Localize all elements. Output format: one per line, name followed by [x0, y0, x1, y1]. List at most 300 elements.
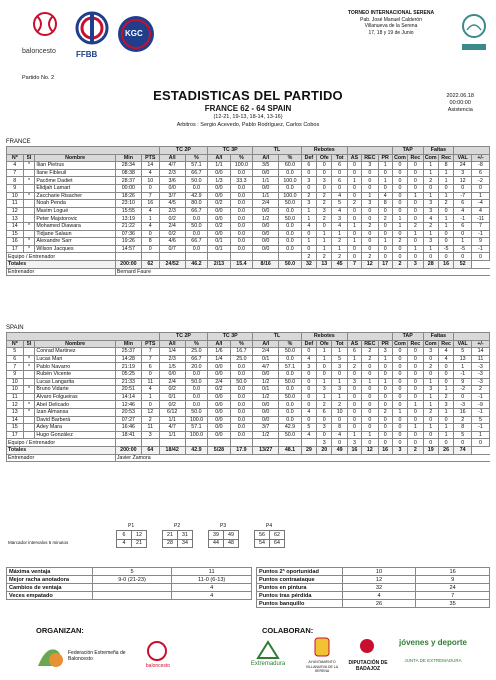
stat-cell: 14: [7, 222, 24, 230]
stat-cell: 17: [378, 260, 392, 268]
stat-cell: 3: [347, 378, 361, 386]
stat-cell: 10: [7, 192, 24, 200]
stat-cell: 6: [141, 363, 159, 371]
stat-cell: 1: [472, 431, 490, 439]
stat-cell: 3: [423, 348, 438, 356]
stat-cell: 0: [378, 169, 392, 177]
stat-cell: 0: [347, 253, 361, 261]
stat-cell: 0: [438, 439, 453, 447]
stat-cell: 57.1: [279, 363, 302, 371]
partial-cell: 21: [163, 531, 178, 540]
diputacion-logo: [358, 636, 376, 658]
stat-cell: 0: [392, 424, 407, 432]
stat-cell: 5: [332, 355, 347, 363]
stat-cell: 57.1: [185, 424, 208, 432]
stat-cell: 1/2: [253, 378, 279, 386]
stat-cell: 0: [347, 370, 361, 378]
player-name: Álvaro Folgueiras: [35, 393, 115, 401]
player-row: [7, 245, 490, 253]
stat-cell: 1: [423, 378, 438, 386]
stat-cell: 0: [408, 370, 423, 378]
stat-cell: 0: [408, 355, 423, 363]
player-name: Elidjah Lamart: [35, 184, 115, 192]
stat-cell: -1: [454, 215, 472, 223]
stat-cell: 8: [378, 200, 392, 208]
player-name: David Barberá: [35, 416, 115, 424]
stat-cell: 1: [454, 238, 472, 246]
stat-cell: [23, 184, 35, 192]
stat-cell: 8: [438, 162, 453, 170]
stat-cell: 0: [423, 370, 438, 378]
column-header: A/I: [208, 340, 230, 348]
stat-cell: 1: [332, 245, 347, 253]
stat-cell: *: [23, 162, 35, 170]
stat-cell: 0.0: [185, 230, 208, 238]
player-row: [7, 184, 490, 192]
stat-cell: 0.0: [279, 222, 302, 230]
stat-cell: 4: [141, 207, 159, 215]
column-header: %: [185, 154, 208, 162]
stat-cell: 4/7: [253, 363, 279, 371]
stat-cell: 2: [423, 408, 438, 416]
player-row: [7, 370, 490, 378]
stat-cell: 0: [408, 253, 423, 261]
column-header: %: [230, 154, 253, 162]
extremadura-logo: [256, 640, 280, 660]
stat-cell: [23, 169, 35, 177]
summary-label: Puntos tras pérdida: [257, 592, 343, 600]
partial-cell: 12: [132, 531, 147, 540]
column-header: A/I: [253, 154, 279, 162]
match-time: 00:00:00: [449, 100, 471, 106]
stat-cell: 19:26: [115, 238, 141, 246]
partial-row-france: [163, 531, 193, 540]
stat-cell: 100.0: [185, 416, 208, 424]
stat-cell: 0: [378, 363, 392, 371]
stat-cell: 21:19: [115, 363, 141, 371]
stat-cell: 2: [423, 177, 438, 185]
column-header: PTS: [141, 154, 159, 162]
column-header: 5I: [23, 340, 35, 348]
player-name: Zaccharie Risacher: [35, 192, 115, 200]
stat-cell: 0.0: [230, 215, 253, 223]
stat-cell: 12: [7, 401, 24, 409]
stat-cell: 1: [317, 245, 332, 253]
partial-header: P1: [128, 523, 135, 529]
stat-cell: 0: [438, 253, 453, 261]
stat-cell: 4: [301, 431, 316, 439]
stat-cell: -3: [472, 370, 490, 378]
stat-cell: 5: [454, 431, 472, 439]
baloncesto-logo: [32, 10, 58, 44]
stat-cell: 0: [347, 184, 361, 192]
stat-cell: 28: [423, 260, 438, 268]
stat-cell: 0: [301, 230, 316, 238]
stat-cell: 0: [392, 253, 407, 261]
team-name-spain: SPAIN: [6, 325, 24, 331]
stat-cell: 3: [301, 363, 316, 371]
column-header: Ofe: [317, 340, 332, 348]
stat-cell: 1: [438, 192, 453, 200]
stat-cell: 1: [454, 363, 472, 371]
stat-cell: 21:33: [115, 378, 141, 386]
stat-cell: 0: [378, 184, 392, 192]
stat-cell: [208, 253, 230, 261]
stat-cell: 0: [362, 370, 379, 378]
stat-cell: 2: [317, 200, 332, 208]
stat-cell: 1: [438, 431, 453, 439]
stat-cell: 6: [301, 162, 316, 170]
stat-cell: -1: [472, 424, 490, 432]
col-diputacion: DIPUTACIÓN DE BADAJOZ: [348, 660, 388, 672]
stat-cell: 25.0: [230, 355, 253, 363]
stat-cell: [23, 416, 35, 424]
stat-cell: 0: [301, 169, 316, 177]
stat-cell: 2: [378, 408, 392, 416]
stat-cell: 1: [408, 230, 423, 238]
org-feb-name: Federación Extremeña de Baloncesto: [68, 650, 126, 662]
stat-cell: 0: [472, 253, 490, 261]
column-header: A/I: [159, 154, 185, 162]
stat-cell: 2: [438, 393, 453, 401]
stat-cell: 0: [378, 253, 392, 261]
stat-cell: 0.0: [185, 215, 208, 223]
stat-cell: 0: [362, 386, 379, 394]
stat-cell: 1: [378, 355, 392, 363]
partial-header: P3: [220, 523, 227, 529]
player-row: [7, 238, 490, 246]
stat-cell: 0: [301, 401, 316, 409]
stat-cell: 0: [392, 177, 407, 185]
stat-cell: 0: [438, 416, 453, 424]
summary-value: [92, 592, 172, 600]
stat-cell: 0.0: [230, 192, 253, 200]
stat-cell: [23, 230, 35, 238]
stat-cell: 0: [392, 348, 407, 356]
stat-cell: 1: [392, 408, 407, 416]
stat-cell: 05:25: [115, 370, 141, 378]
team-row-label: Equipo / Entrenador: [7, 253, 116, 261]
player-row: [7, 348, 490, 356]
stat-cell: 3: [332, 386, 347, 394]
stat-cell: [208, 439, 230, 447]
stat-cell: 0/0: [253, 222, 279, 230]
collaborators-label: COLABORAN:: [262, 626, 314, 635]
stat-cell: 1: [362, 378, 379, 386]
stats-table-france: [6, 146, 490, 276]
stat-cell: 7: [7, 169, 24, 177]
stat-cell: 3: [378, 348, 392, 356]
stat-cell: 0: [141, 245, 159, 253]
stat-cell: 0: [362, 184, 379, 192]
coach-label: Entrenador: [7, 268, 116, 276]
stat-cell: 50.0: [279, 378, 302, 386]
summary-value: 9: [416, 576, 490, 584]
stat-cell: 11: [141, 424, 159, 432]
stat-cell: 0/0: [253, 238, 279, 246]
kgc-logo-text: KGC: [125, 29, 143, 38]
summary-value: [92, 584, 172, 592]
stat-cell: 1: [347, 222, 361, 230]
stat-cell: 4: [378, 192, 392, 200]
stat-cell: 33.3: [230, 177, 253, 185]
stat-cell: [230, 253, 253, 261]
partial-row-spain: [255, 539, 285, 548]
column-header: Com: [424, 340, 437, 347]
stat-cell: 14:57: [115, 245, 141, 253]
stat-cell: 0: [378, 401, 392, 409]
stat-cell: 0/0: [253, 245, 279, 253]
stat-cell: 6: [454, 200, 472, 208]
stat-cell: [279, 439, 302, 447]
stat-cell: 1: [392, 222, 407, 230]
column-header: Rec: [438, 154, 453, 162]
stat-cell: 1/5: [159, 363, 185, 371]
stat-cell: 4: [301, 222, 316, 230]
stat-cell: -1: [472, 408, 490, 416]
column-group-header: TL: [253, 147, 302, 155]
stat-cell: 12: [7, 207, 24, 215]
player-name: Pablo Navarro: [35, 363, 115, 371]
stat-cell: 0: [332, 169, 347, 177]
stat-cell: 20:53: [115, 408, 141, 416]
player-row: [7, 222, 490, 230]
stat-cell: 12: [141, 408, 159, 416]
stat-cell: 0/0: [253, 230, 279, 238]
column-header: Min: [115, 154, 141, 162]
player-row: [7, 386, 490, 394]
stat-cell: 12: [362, 446, 379, 454]
stat-cell: 50.0: [279, 260, 302, 268]
stat-cell: 100.0: [279, 192, 302, 200]
player-row: [7, 230, 490, 238]
stat-cell: 0: [317, 162, 332, 170]
tournament-line: TORNEO INTERNACIONAL SERENA: [347, 10, 435, 16]
stat-cell: 52: [454, 260, 472, 268]
team-row: [7, 439, 490, 447]
stat-cell: 0: [454, 253, 472, 261]
stat-cell: 8: [7, 177, 24, 185]
stat-cell: 0: [332, 439, 347, 447]
stat-cell: 13/27: [253, 446, 279, 454]
stat-cell: 0.0: [230, 200, 253, 208]
stat-cell: 0.0: [230, 238, 253, 246]
stat-cell: 0/0: [208, 424, 230, 432]
stat-cell: 16: [454, 408, 472, 416]
column-group-header: TC 3P: [208, 147, 253, 155]
stat-cell: 0/0: [208, 408, 230, 416]
player-name: Maxim Logué: [35, 207, 115, 215]
column-header: Nº: [7, 340, 24, 348]
stat-cell: 1: [408, 192, 423, 200]
partial-table: [116, 530, 147, 548]
stat-cell: 1: [408, 424, 423, 432]
summary-value: 32: [342, 584, 416, 592]
stat-cell: 16: [347, 446, 361, 454]
stat-cell: -1: [472, 230, 490, 238]
stat-cell: 0.0: [185, 386, 208, 394]
stat-cell: 0: [438, 238, 453, 246]
stat-cell: 17: [7, 245, 24, 253]
stat-cell: 0: [317, 416, 332, 424]
stat-cell: 1: [472, 192, 490, 200]
tournament-line: 17, 18 y 19 de Junio: [368, 29, 414, 36]
stat-cell: 9: [472, 238, 490, 246]
stat-cell: 8: [332, 424, 347, 432]
stat-cell: 0.0: [185, 184, 208, 192]
partial-row-spain: [209, 539, 239, 548]
stat-cell: 1: [438, 215, 453, 223]
stat-cell: 16: [7, 238, 24, 246]
column-header: Nombre: [35, 340, 115, 348]
stat-cell: 16:46: [115, 424, 141, 432]
organizers-label: ORGANIZAN:: [36, 626, 84, 635]
stat-cell: 1/6: [208, 348, 230, 356]
stat-cell: 0: [141, 230, 159, 238]
stat-cell: 66.7: [185, 355, 208, 363]
stat-cell: 0/1: [159, 393, 185, 401]
stat-cell: 3: [423, 207, 438, 215]
column-group-header: Faltas: [423, 147, 454, 155]
summary-label: Mejor racha anotadora: [7, 576, 93, 584]
stat-cell: 12:46: [115, 401, 141, 409]
ayuntamiento-logo: [313, 636, 331, 658]
player-row: [7, 200, 490, 208]
stat-cell: 100.0: [230, 162, 253, 170]
summary-label: Puntos banquillo: [257, 600, 343, 608]
serena-logo: [458, 6, 490, 60]
stat-cell: *: [23, 222, 35, 230]
stat-cell: 1: [347, 355, 361, 363]
stat-cell: 16: [378, 446, 392, 454]
summary-value: 16: [416, 568, 490, 576]
stat-cell: 0: [423, 253, 438, 261]
stat-cell: 18/42: [159, 446, 185, 454]
stat-cell: 0/0: [208, 169, 230, 177]
stat-cell: 4: [141, 386, 159, 394]
stat-cell: 0/0: [208, 192, 230, 200]
stat-cell: [141, 439, 159, 447]
stat-cell: *: [23, 401, 35, 409]
stat-cell: 0.0: [279, 238, 302, 246]
player-name: Abel Delicado: [35, 401, 115, 409]
stat-cell: 3/7: [253, 424, 279, 432]
stat-cell: 1: [317, 230, 332, 238]
stat-cell: 45: [332, 260, 347, 268]
stat-cell: 2/3: [159, 207, 185, 215]
stat-cell: 1: [423, 169, 438, 177]
stat-cell: 0/0: [208, 416, 230, 424]
summary-table-right: [256, 567, 490, 608]
stat-cell: 0: [392, 184, 407, 192]
stat-cell: 13:19: [115, 215, 141, 223]
stat-cell: 0.0: [279, 230, 302, 238]
stat-cell: 0: [438, 230, 453, 238]
stat-cell: 32: [301, 260, 316, 268]
stat-cell: 0: [438, 207, 453, 215]
player-row: [7, 408, 490, 416]
summary-label: Máxima ventaja: [7, 568, 93, 576]
stat-cell: 2: [438, 200, 453, 208]
stat-cell: 0.0: [279, 370, 302, 378]
stat-cell: 0.0: [185, 393, 208, 401]
stat-cell: 1: [332, 393, 347, 401]
col-ayuntamiento: AYUNTAMIENTO VILLANUEVA DE LA SERENA: [305, 660, 339, 673]
stat-cell: 0/0: [208, 184, 230, 192]
stat-cell: 0.0: [185, 245, 208, 253]
stat-cell: 8: [454, 424, 472, 432]
column-header: Rec: [408, 154, 423, 162]
summary-table-left: [6, 567, 252, 600]
partial-cell: 54: [255, 539, 270, 548]
stat-cell: 15: [7, 230, 24, 238]
stat-cell: 0/2: [208, 222, 230, 230]
stat-cell: 3: [454, 169, 472, 177]
stat-cell: 0: [378, 424, 392, 432]
stat-cell: 0: [317, 169, 332, 177]
stat-cell: 3: [301, 177, 316, 185]
partial-cell: 49: [224, 531, 239, 540]
coach-row: [7, 454, 490, 462]
stat-cell: 13: [454, 355, 472, 363]
stat-cell: 2/3: [159, 169, 185, 177]
totals-label: Totales: [7, 446, 116, 454]
stat-cell: 3: [141, 431, 159, 439]
stat-cell: 1: [438, 222, 453, 230]
summary-value: 12: [342, 576, 416, 584]
partial-table: [162, 530, 193, 548]
stat-cell: 1: [423, 401, 438, 409]
stat-cell: 13: [7, 408, 24, 416]
stats-table-spain: [6, 332, 490, 462]
match-number: Partido No. 2: [22, 75, 55, 81]
stat-cell: 3: [423, 238, 438, 246]
stat-cell: 0: [301, 245, 316, 253]
stat-cell: 2/3: [159, 355, 185, 363]
stat-cell: [23, 207, 35, 215]
stat-cell: 0.0: [230, 408, 253, 416]
coach-label: Entrenador: [7, 454, 116, 462]
stat-cell: 0/2: [159, 215, 185, 223]
stat-cell: 1: [378, 238, 392, 246]
team-name-france: FRANCE: [6, 139, 31, 145]
stat-cell: 48.1: [279, 446, 302, 454]
stat-cell: 1: [438, 177, 453, 185]
stat-cell: 3: [317, 424, 332, 432]
column-header: AS: [347, 340, 361, 348]
player-row: [7, 162, 490, 170]
stat-cell: -1: [472, 245, 490, 253]
stat-cell: 1: [408, 401, 423, 409]
stat-cell: 0: [472, 184, 490, 192]
referees: Arbitros : Sergio Acevedo, Pablo Rodríguez, Carlos Cobos: [176, 122, 320, 128]
column-header: Com: [424, 154, 437, 161]
column-header: VAL: [454, 154, 472, 162]
stat-cell: 1: [438, 169, 453, 177]
stat-cell: 0: [454, 393, 472, 401]
stat-cell: 2/4: [159, 222, 185, 230]
partial-cell: 31: [178, 531, 193, 540]
stat-cell: 4: [301, 408, 316, 416]
stat-cell: 23:10: [115, 200, 141, 208]
stat-cell: 1/1: [253, 192, 279, 200]
stat-cell: 49: [332, 446, 347, 454]
table-header: [7, 340, 490, 348]
stat-cell: 0: [392, 378, 407, 386]
player-name: Mohamed Diawara: [35, 222, 115, 230]
player-row: [7, 363, 490, 371]
stat-cell: 0: [317, 184, 332, 192]
